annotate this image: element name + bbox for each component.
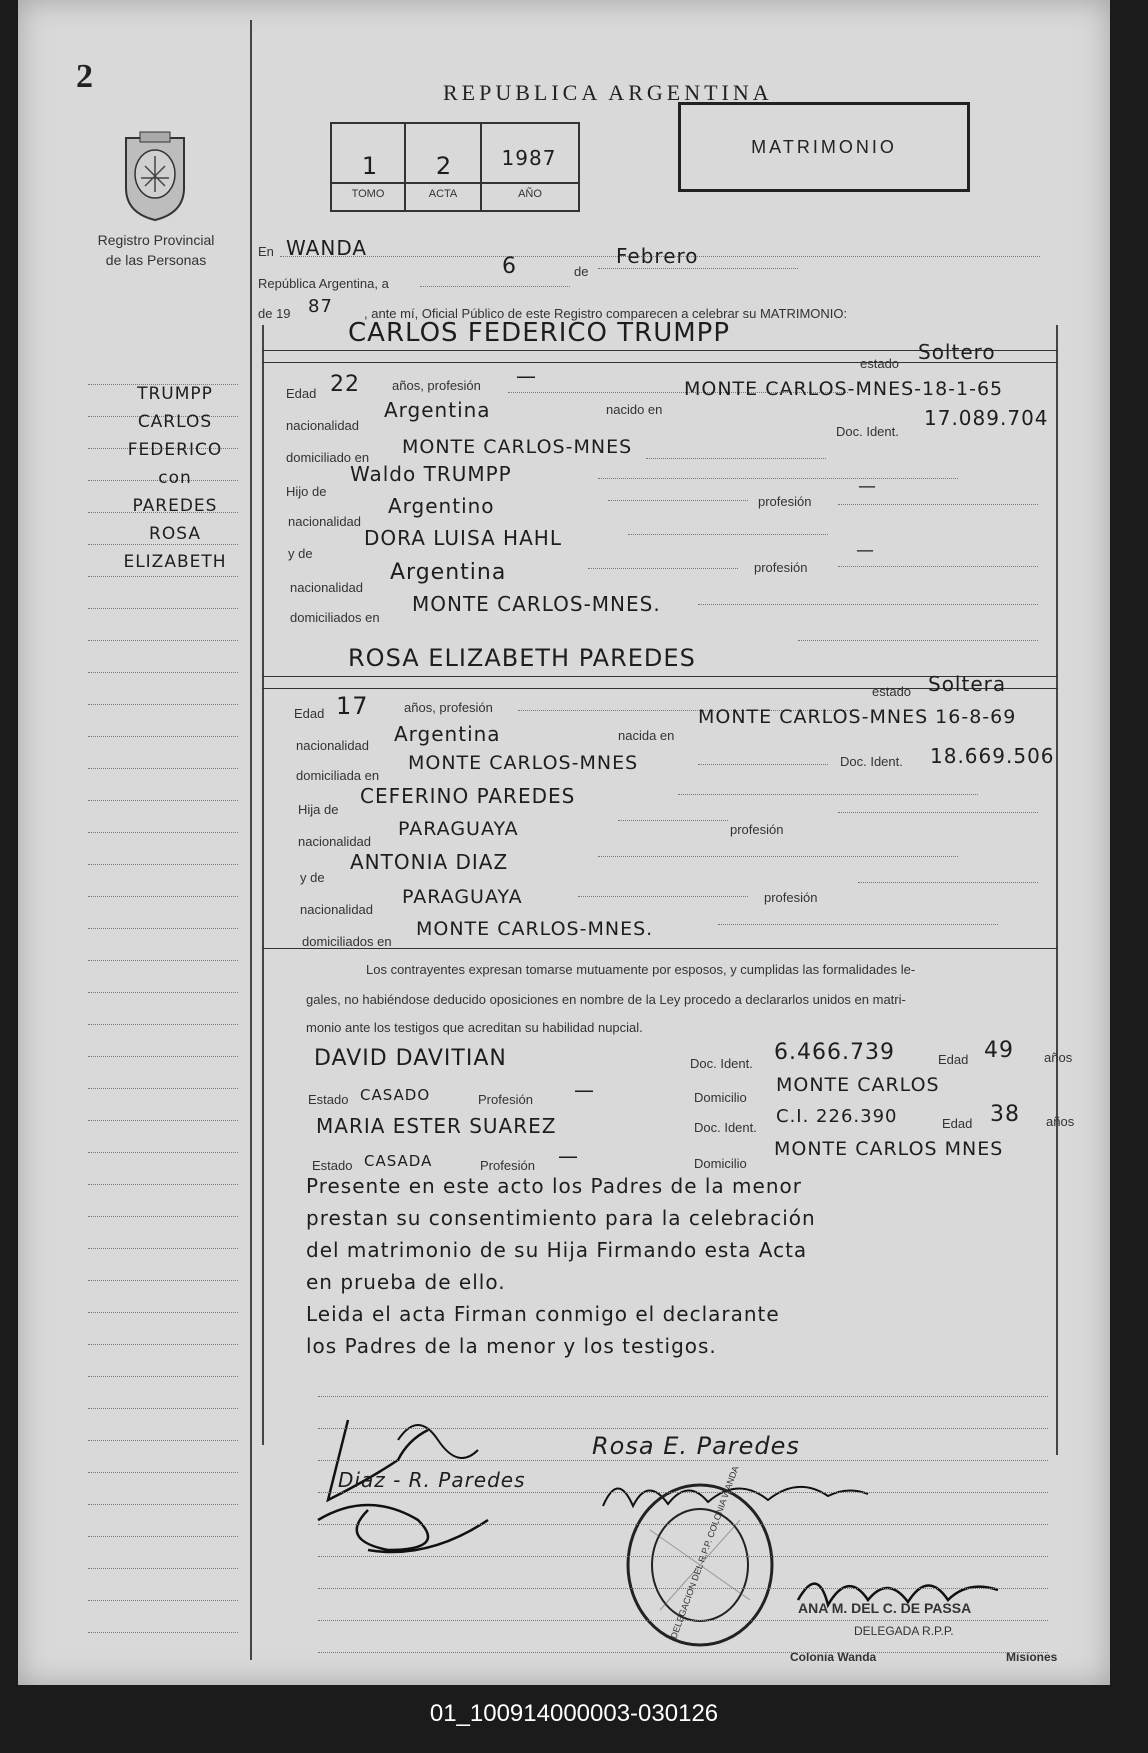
bride-padre-nac-label: nacionalidad [298,834,372,849]
margin-note-line: ROSA [149,524,201,544]
groom-domicilio-label: domiciliado en [286,450,370,465]
ruled-line [88,928,238,929]
ruled-line [318,1556,1048,1557]
document-type-box [678,102,970,192]
groom-madre-nac-label: nacionalidad [290,580,364,595]
registry-name-line1: Registro Provincial [97,232,215,248]
day-value: 6 [502,254,517,279]
acta-value: 2 [435,152,453,180]
witness2-estado-value: CASADA [364,1152,433,1170]
ruled-line [88,1216,238,1217]
witness1-profesion-value: — [574,1078,595,1102]
form-frame-left [262,325,264,1445]
witness1-edad-value: 49 [984,1038,1014,1063]
ruled-line [88,800,238,801]
note-line: Presente en este acto los Padres de la menor [306,1174,802,1198]
witness2-estado-label: Estado [312,1158,353,1173]
bride-anos-profesion-label: años, profesión [404,700,493,715]
note-line: del matrimonio de su Hija Firmando esta Acta [306,1238,808,1262]
bride-madre-prof-label: profesión [764,890,818,905]
groom-anos-profesion-label: años, profesión [392,378,481,393]
ruled-line [88,992,238,993]
ruled-line [88,640,238,641]
bride-padre-nac-value: PARAGUAYA [398,818,519,840]
margin-note-line: FEDERICO [127,440,223,460]
groom-doc-value: 17.089.704 [924,406,1049,430]
margin-note-line: PAREDES [132,496,218,516]
witness1-anos-label: años [1044,1050,1073,1065]
month-value: Febrero [616,244,699,268]
margin-note [90,380,260,576]
tomo-value: 1 [361,152,379,180]
groom-padres-dom-value: MONTE CARLOS-MNES. [412,592,661,616]
ruled-line [318,1492,1048,1493]
ruled-line [88,1312,238,1313]
bride-nacionalidad-label: nacionalidad [296,738,370,753]
groom-nacionalidad-label: nacionalidad [286,418,360,433]
ano-value: 1987 [501,146,557,170]
margin-note-line: con [158,468,192,488]
bride-domiciliados-label: domiciliados en [302,934,392,949]
ruled-line [88,1088,238,1089]
bride-estado-label: estado [872,684,912,699]
ruled-line [88,1568,238,1569]
ruled-line [88,1280,238,1281]
registry-emblem [116,128,194,229]
ruled-line [318,1524,1048,1525]
ruled-line [88,1472,238,1473]
witness2-domicilio-value: MONTE CARLOS MNES [774,1138,1004,1160]
note-line: los Padres de la menor y los testigos. [306,1334,717,1358]
witness1-profesion-label: Profesión [478,1092,533,1107]
note-line: prestan su consentimiento para la celebración [306,1206,816,1230]
image-caption: 01_100914000003-030126 [429,1700,719,1727]
ruled-line [88,736,238,737]
bride-y-de-label: y de [300,870,325,885]
form-frame-right [1056,325,1058,1455]
stamp-text: DELEGACION DEL R.P.P. COLONIA WANDA [668,1464,741,1641]
ruled-line [318,1396,1048,1397]
witness1-name: DAVID DAVITIAN [314,1046,507,1071]
witness2-doc-value: C.I. 226.390 [776,1106,898,1127]
witness1-domicilio-label: Domicilio [694,1090,747,1105]
father-signature: Diaz - R. Paredes [338,1468,526,1492]
groom-estado-label: estado [860,356,900,371]
ruled-line [88,960,238,961]
bride-name: ROSA ELIZABETH PAREDES [348,644,696,672]
ruled-line [318,1588,1048,1589]
bride-nacida-value: MONTE CARLOS-MNES 16-8-69 [698,706,1017,728]
ruled-line [88,1504,238,1505]
groom-domiciliados-label: domiciliados en [290,610,380,625]
groom-madre-prof-label: profesión [754,560,808,575]
witness1-doc-value: 6.466.739 [774,1040,895,1065]
groom-estado-value: Soltero [918,340,996,364]
groom-padre-label: Hijo de [286,484,327,499]
margin-note-line: CARLOS [137,412,213,432]
bride-madre-value: ANTONIA DIAZ [350,850,509,874]
column-divider [250,20,252,1660]
official-name: ANA M. DEL C. DE PASSA [798,1600,972,1616]
witness2-edad-value: 38 [990,1102,1020,1127]
bride-nacida-label: nacida en [618,728,675,743]
ruled-line [318,1460,1048,1461]
ruled-line [88,1344,238,1345]
official-title: DELEGADA R.P.P. [854,1624,954,1638]
bride-doc-label: Doc. Ident. [840,754,903,769]
witness1-doc-label: Doc. Ident. [690,1056,753,1071]
republica-label: República Argentina, a [258,276,389,291]
page-number: 2 [76,58,93,95]
groom-profesion-value: — [516,364,537,388]
ruled-line [318,1428,1048,1429]
ruled-line [88,576,238,577]
bride-nacionalidad-value: Argentina [394,722,501,746]
registry-name-line2: de las Personas [105,252,207,268]
ruled-line [318,1620,1048,1621]
groom-domicilio-value: MONTE CARLOS-MNES [402,436,633,458]
bride-domicilio-value: MONTE CARLOS-MNES [408,752,639,774]
bride-signature: Rosa E. Paredes [592,1432,800,1460]
declaration-line3: monio ante los testigos que acreditan su habilidad nupcial. [306,1020,643,1035]
bride-madre-nac-label: nacionalidad [300,902,374,917]
en-value: WANDA [286,236,368,260]
bride-domicilio-label: domiciliada en [296,768,380,783]
bride-edad-value: 17 [336,692,369,720]
groom-edad-label: Edad [286,386,317,401]
place-left: Colonia Wanda [790,1650,877,1664]
groom-nacido-value: MONTE CARLOS-MNES-18-1-65 [684,378,1004,400]
ruled-line [88,864,238,865]
ruled-line [88,672,238,673]
ruled-line [88,1440,238,1441]
note-line: en prueba de ello. [306,1270,506,1294]
groom-madre-value: DORA LUISA HAHL [364,526,562,550]
witness1-edad-label: Edad [938,1052,969,1067]
ruled-line [88,1600,238,1601]
witness2-edad-label: Edad [942,1116,973,1131]
witness2-profesion-value: — [558,1144,579,1168]
witness1-estado-label: Estado [308,1092,349,1107]
bride-padre-value: CEFERINO PAREDES [360,784,576,808]
ruled-line [88,1408,238,1409]
groom-nacido-label: nacido en [606,402,663,417]
margin-note-line: TRUMPP [137,384,213,404]
bride-padre-prof-label: profesión [730,822,784,837]
ruled-line [88,768,238,769]
ruled-line [88,832,238,833]
year-value: 87 [308,296,333,317]
ruled-line [88,1120,238,1121]
ruled-line [88,704,238,705]
groom-y-de-label: y de [288,546,313,561]
ruled-line [88,1536,238,1537]
groom-padre-nac-value: Argentino [388,494,495,518]
note-line: Leida el acta Firman conmigo el declarante [306,1302,780,1326]
groom-padre-nac-label: nacionalidad [288,514,362,529]
witness1-domicilio-value: MONTE CARLOS [776,1074,940,1096]
ano-label: AÑO [518,188,542,200]
witness2-anos-label: años [1046,1114,1075,1129]
groom-doc-label: Doc. Ident. [836,424,899,439]
de-label: de [574,264,589,279]
bride-madre-nac-value: PARAGUAYA [402,886,523,908]
record-box [330,122,580,212]
place-right: Misiones [1006,1650,1058,1664]
margin-note-line: ELIZABETH [123,552,227,572]
declaration-line1: Los contrayentes expresan tomarse mutuamente por esposos, y cumplidas las formalidades le- [366,962,916,977]
ruled-line [88,896,238,897]
groom-padre-value: Waldo TRUMPP [350,462,512,486]
year-prefix: de 19 [258,306,291,321]
ruled-line [88,1184,238,1185]
ruled-line [88,608,238,609]
ruled-line [88,1152,238,1153]
country-title: REPUBLICA ARGENTINA [443,80,773,105]
witness2-doc-label: Doc. Ident. [694,1120,757,1135]
groom-edad-value: 22 [330,372,360,397]
witness2-domicilio-label: Domicilio [694,1156,747,1171]
groom-nacionalidad-value: Argentina [384,398,491,422]
ruled-line [318,1652,1048,1653]
acta-label: ACTA [428,188,458,200]
en-label: En [258,244,274,259]
groom-name: CARLOS FEDERICO TRUMPP [348,318,731,348]
intro-text: , ante mí, Oficial Público de este Registro comparecen a celebrar su MATRIMONIO: [364,306,848,321]
groom-madre-prof-value: — [856,540,875,561]
bride-edad-label: Edad [294,706,325,721]
notes-block [306,1170,816,1362]
ruled-line [88,1248,238,1249]
witness2-name: MARIA ESTER SUAREZ [316,1114,557,1138]
witness2-profesion-label: Profesión [480,1158,535,1173]
ruled-line [88,1056,238,1057]
witness1-estado-value: CASADO [360,1086,431,1104]
declaration-line2: gales, no habiéndose deducido oposiciones en nombre de la Ley procedo a declararlos unidos en matri- [306,992,906,1007]
groom-padre-prof-label: profesión [758,494,812,509]
bride-doc-value: 18.669.506 [930,744,1055,768]
groom-padre-prof-value: — [858,476,877,497]
ruled-line [88,1376,238,1377]
groom-madre-nac-value: Argentina [390,560,507,585]
bride-padre-label: Hija de [298,802,339,817]
ruled-line [88,1024,238,1025]
certificate-page [18,0,1110,1685]
ruled-line [88,1632,238,1633]
tomo-label: TOMO [351,188,385,200]
bride-padres-dom-value: MONTE CARLOS-MNES. [416,918,654,940]
document-type: MATRIMONIO [751,136,897,157]
bride-estado-value: Soltera [928,672,1007,696]
